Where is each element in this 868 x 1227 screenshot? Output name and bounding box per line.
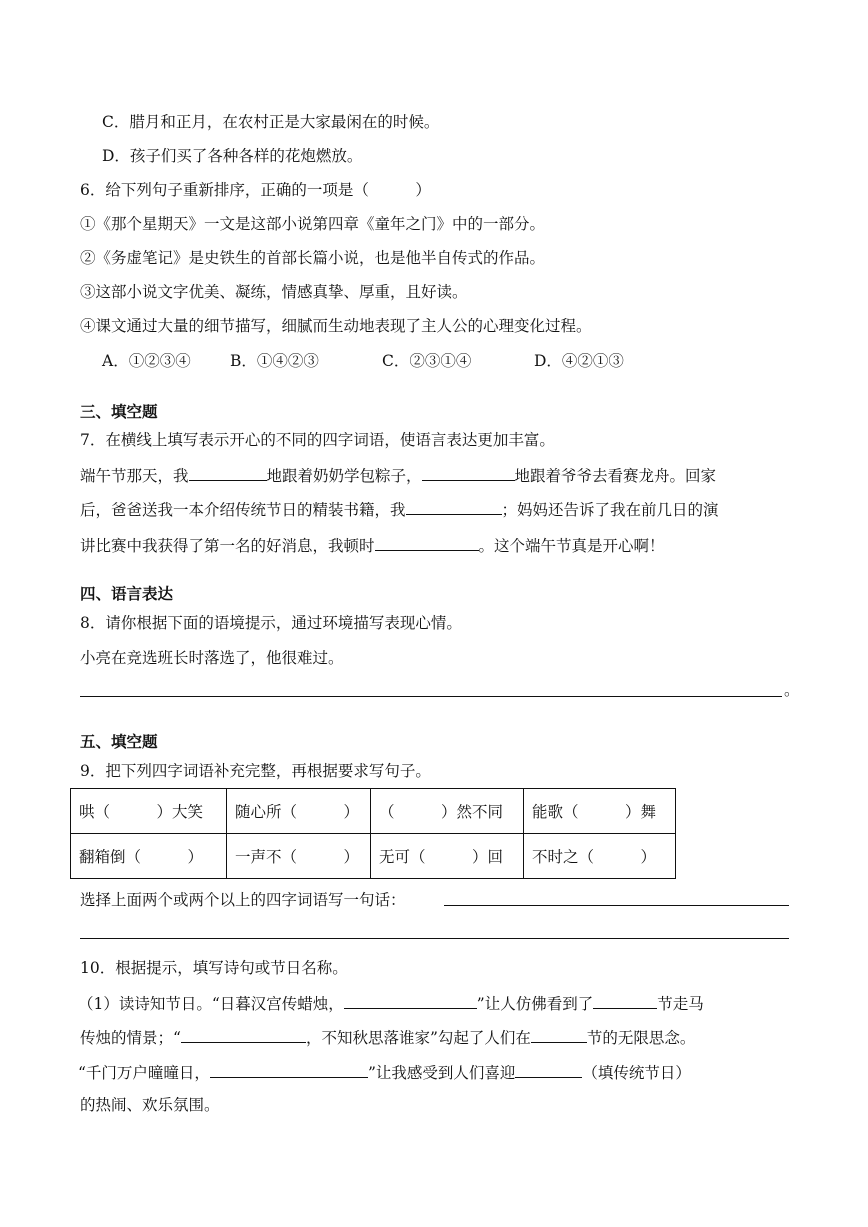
q10-line-4: 的热闹、欢乐氛围。 xyxy=(80,1096,220,1114)
q6-sentence-2: ②《务虚笔记》是史铁生的首部长篇小说，也是他半自传式的作品。 xyxy=(80,249,546,267)
q10-blank-5[interactable] xyxy=(210,1061,368,1078)
q6-option-c[interactable]: C．②③①④ xyxy=(382,352,472,370)
q10-text: 传烛的情景；“ xyxy=(80,1029,181,1047)
word-cell[interactable]: 翻箱倒（ ） xyxy=(71,834,227,879)
q10-blank-4[interactable] xyxy=(531,1026,587,1043)
q5-option-c: C．腊月和正月，在农村正是大家最闲在的时候。 xyxy=(102,113,440,131)
q10-text: ，不知秋思落谁家”勾起了人们在 xyxy=(305,1029,531,1047)
q7-paragraph-line-3 xyxy=(80,534,665,556)
q6-sentence-1: ①《那个星期天》一文是这部小说第四章《童年之门》中的一部分。 xyxy=(80,215,546,233)
q9-answer-line-2[interactable] xyxy=(80,938,789,939)
section-3-title: 三、填空题 xyxy=(80,403,158,421)
q10-line-1 xyxy=(78,992,704,1014)
word-cell[interactable]: 哄（ ）大笑 xyxy=(71,789,227,834)
q10-blank-3[interactable] xyxy=(181,1026,306,1043)
q10-text: “千门万户曈曈日， xyxy=(78,1064,210,1082)
word-cell[interactable]: 能歌（ ）舞 xyxy=(524,789,676,834)
q7-blank-4[interactable] xyxy=(375,534,479,551)
q7-blank-3[interactable] xyxy=(406,498,502,515)
q7-paragraph-line-1 xyxy=(80,464,716,486)
section-5-title: 五、填空题 xyxy=(80,733,158,751)
q9-prompt: 选择上面两个或两个以上的四字词语写一句话： xyxy=(80,891,406,909)
word-cell[interactable]: 随心所（ ） xyxy=(227,789,371,834)
q7-text: 地跟着奶奶学包粽子， xyxy=(266,467,422,485)
q8-stem: 8．请你根据下面的语境提示，通过环境描写表现心情。 xyxy=(80,614,462,632)
q5-option-d: D．孩子们买了各种各样的花炮燃放。 xyxy=(102,147,363,165)
table-row xyxy=(71,834,676,879)
q6-option-a[interactable]: A．①②③④ xyxy=(102,352,191,370)
q6-sentence-3: ③这部小说文字优美、凝练，情感真挚、厚重，且好读。 xyxy=(80,283,468,301)
word-cell[interactable]: 无可（ ）回 xyxy=(371,834,524,879)
q7-stem: 7．在横线上填写表示开心的不同的四字词语，使语言表达更加丰富。 xyxy=(80,431,555,449)
q10-text: ”让我感受到人们喜迎 xyxy=(367,1064,516,1082)
q7-text: 端午节那天，我 xyxy=(80,467,189,485)
q10-text: 节的无限思念。 xyxy=(586,1029,696,1047)
section-4-title: 四、语言表达 xyxy=(80,585,174,603)
word-cell[interactable]: 不时之（ ） xyxy=(524,834,676,879)
q10-stem: 10．根据提示，填写诗句或节日名称。 xyxy=(80,959,348,977)
q10-blank-2[interactable] xyxy=(593,992,657,1009)
q10-text: ”让人仿佛看到了 xyxy=(476,995,594,1013)
q10-line-2 xyxy=(80,1026,695,1048)
word-cell[interactable]: （ ）然不同 xyxy=(371,789,524,834)
q7-text: 。这个端午节真是开心啊！ xyxy=(478,537,665,555)
q7-text: ；妈妈还告诉了我在前几日的演 xyxy=(501,501,719,519)
q7-paragraph-line-2 xyxy=(80,498,719,520)
table-row xyxy=(71,789,676,834)
q10-line-3 xyxy=(78,1061,691,1083)
q10-text: 节走马 xyxy=(657,995,704,1013)
q10-blank-1[interactable] xyxy=(344,992,477,1009)
q7-text: 地跟着爷爷去看赛龙舟。回家 xyxy=(514,467,717,485)
q9-word-table xyxy=(70,788,676,879)
q9-stem: 9．把下列四字词语补充完整，再根据要求写句子。 xyxy=(80,762,431,780)
q6-sentence-4: ④课文通过大量的细节描写，细腻而生动地表现了主人公的心理变化过程。 xyxy=(80,317,592,335)
q6-option-d[interactable]: D．④②①③ xyxy=(534,352,624,370)
q9-answer-line-1[interactable] xyxy=(444,905,789,906)
q6-stem: 6．给下列句子重新排序，正确的一项是（ ） xyxy=(80,181,431,199)
q8-context: 小亮在竞选班长时落选了，他很难过。 xyxy=(80,649,344,667)
q10-blank-6[interactable] xyxy=(515,1061,582,1078)
q7-text: 后，爸爸送我一本介绍传统节日的精装书籍，我 xyxy=(80,501,406,519)
q8-end-mark: 。 xyxy=(784,681,800,699)
word-cell[interactable]: 一声不（ ） xyxy=(227,834,371,879)
q6-option-b[interactable]: B．①④②③ xyxy=(230,352,319,370)
q8-answer-line[interactable] xyxy=(80,696,782,697)
q10-text: （1）读诗知节日。“日暮汉宫传蜡烛， xyxy=(78,995,344,1013)
q10-text: （填传统节日） xyxy=(582,1064,691,1082)
q7-blank-1[interactable] xyxy=(189,464,267,481)
q7-text: 讲比赛中我获得了第一名的好消息，我顿时 xyxy=(80,537,375,555)
q7-blank-2[interactable] xyxy=(422,464,515,481)
